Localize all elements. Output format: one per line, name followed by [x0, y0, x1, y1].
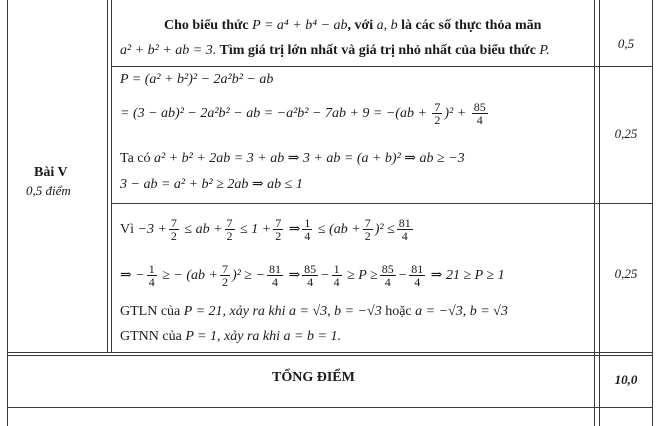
table-left-border [7, 0, 8, 426]
row2-line-4: 3 − ab = a² + b² ≥ 2ab ⇒ ab ≤ 1 [120, 177, 303, 192]
row3-l2-e: ⇒ [288, 268, 301, 283]
numerator: 81 [398, 215, 411, 230]
row2-line3-expr: a² + b² + 2ab = 3 + ab ⇒ 3 + ab = (a + b)² ⇒ ab ≥ −3 [154, 151, 465, 166]
denominator: 2 [221, 275, 228, 290]
row3-l1-f: (ab + [329, 222, 361, 237]
row3-l2-h: − [397, 268, 408, 283]
denominator: 2 [226, 229, 233, 244]
fraction-81-4 [409, 263, 425, 289]
row3-l1-c: ≤ 1 + [240, 222, 272, 237]
denominator: 4 [401, 229, 408, 244]
denominator: 4 [414, 275, 421, 290]
numerator: 85 [304, 261, 317, 276]
denominator: 4 [384, 275, 391, 290]
column-divider-1 [107, 0, 108, 352]
numerator: 85 [473, 99, 486, 114]
row2-line2-a: = (3 − ab)² − 2a²b² − ab = −a²b² − 7ab + 9 = − [120, 106, 396, 121]
intro-expr: P = a⁴ + b⁴ − ab [252, 18, 348, 33]
row-divider-1 [111, 66, 652, 67]
fraction-7-2 [432, 101, 442, 127]
numerator: 7 [434, 99, 441, 114]
denominator: 2 [170, 229, 177, 244]
denominator: 4 [148, 275, 155, 290]
numerator: 1 [304, 215, 311, 230]
row3-l2-b: ≥ − [162, 268, 183, 283]
column-divider-1-double [111, 0, 112, 352]
fraction-85-4 [380, 263, 396, 289]
gtln-cond-1: a = √3, b = −√3 [289, 304, 382, 319]
numerator: 85 [381, 261, 394, 276]
intro-vars: a, b [376, 18, 398, 33]
numerator: 7 [221, 261, 228, 276]
fraction-1-4 [302, 217, 312, 243]
row3-l1-e: ≤ [317, 222, 326, 237]
gtln-hoac: hoặc [385, 304, 412, 319]
row3-line-1 [120, 208, 415, 252]
fraction-7-2 [225, 217, 235, 243]
row3-line-2 [120, 254, 505, 298]
row2-line-1: P = (a² + b²)² − 2a²b² − ab [120, 72, 274, 87]
row2-line-2 [120, 94, 490, 134]
row3-line1-prefix: Vì [120, 222, 134, 237]
numerator: 7 [275, 215, 282, 230]
fraction-85-4 [472, 101, 488, 127]
row-divider-3 [7, 352, 652, 353]
row3-gtnn-line [120, 329, 341, 345]
row3-l2-i: ⇒ 21 ≥ P ≥ 1 [430, 268, 505, 283]
total-label: TỔNG ĐIỂM [272, 370, 355, 385]
row2-line2-b: (ab + [395, 106, 431, 121]
score-row-1: 0,5 [617, 36, 635, 51]
fraction-7-2 [363, 217, 373, 243]
question-title: Bài V [34, 165, 68, 180]
denominator: 4 [333, 275, 340, 290]
fraction-1-4 [332, 263, 342, 289]
denominator: 4 [271, 275, 278, 290]
intro-suffix: là các số thực thỏa mãn [401, 18, 542, 33]
intro-prefix: Cho biểu thức [164, 18, 249, 33]
intro-with: , với [347, 18, 374, 33]
gtnn-cond: a = b = 1. [283, 329, 341, 344]
score-row-3: 0,25 [614, 266, 638, 281]
row3-l1-a: −3 + [137, 222, 167, 237]
row3-l2-c: (ab + [186, 268, 218, 283]
fraction-81-4 [267, 263, 283, 289]
gtln-label: GTLN của [120, 304, 181, 319]
gtnn-expr: P = 1, xảy ra khi [185, 329, 281, 344]
intro-line-2 [120, 43, 550, 59]
fraction-7-2 [220, 263, 230, 289]
row-divider-2 [111, 203, 652, 204]
numerator: 7 [364, 215, 371, 230]
denominator: 4 [307, 275, 314, 290]
denominator: 4 [304, 229, 311, 244]
denominator: 2 [364, 229, 371, 244]
row3-l2-a: ⇒ − [120, 268, 145, 283]
row3-gtln-line [120, 304, 508, 320]
row3-l1-b: ≤ ab + [184, 222, 223, 237]
denominator: 2 [434, 113, 441, 128]
intro-line-1 [164, 18, 541, 34]
row2-line2-c: )² + [444, 106, 470, 121]
denominator: 4 [476, 113, 483, 128]
fraction-81-4 [397, 217, 413, 243]
table-right-border [652, 0, 653, 426]
numerator: 1 [148, 261, 155, 276]
gtln-expr: P = 21, xảy ra khi [183, 304, 286, 319]
numerator: 1 [333, 261, 340, 276]
intro-var: P. [539, 43, 550, 58]
numerator: 81 [411, 261, 424, 276]
score-row-2: 0,25 [614, 126, 638, 141]
question-points: 0,5 điểm [26, 183, 71, 198]
row3-l2-f: − [320, 268, 330, 283]
table-bottom-border [7, 407, 652, 408]
row3-l2-g: ≥ P ≥ [347, 268, 378, 283]
row3-l1-g: )² ≤ [374, 222, 395, 237]
fraction-7-2 [169, 217, 179, 243]
fraction-7-2 [273, 217, 283, 243]
gtnn-label: GTNN của [120, 329, 182, 344]
fraction-85-4 [302, 263, 318, 289]
intro-task: Tìm giá trị lớn nhất và giá trị nhỏ nhất của biểu thức [219, 43, 536, 58]
column-divider-2 [594, 0, 595, 426]
denominator: 2 [275, 229, 282, 244]
row-divider-3-double [7, 355, 652, 356]
row2-line3-prefix: Ta có [120, 151, 151, 166]
score-total: 10,0 [614, 372, 638, 387]
numerator: 7 [170, 215, 177, 230]
numerator: 81 [268, 261, 281, 276]
fraction-1-4 [147, 263, 157, 289]
column-divider-2-double [599, 0, 600, 426]
row3-l2-d: )² ≥ − [231, 268, 265, 283]
gtln-cond-2: a = −√3, b = √3 [415, 304, 508, 319]
row3-l1-d: ⇒ [288, 222, 301, 237]
numerator: 7 [226, 215, 233, 230]
row2-line-3 [120, 150, 465, 167]
intro-condition: a² + b² + ab = 3. [120, 43, 217, 58]
